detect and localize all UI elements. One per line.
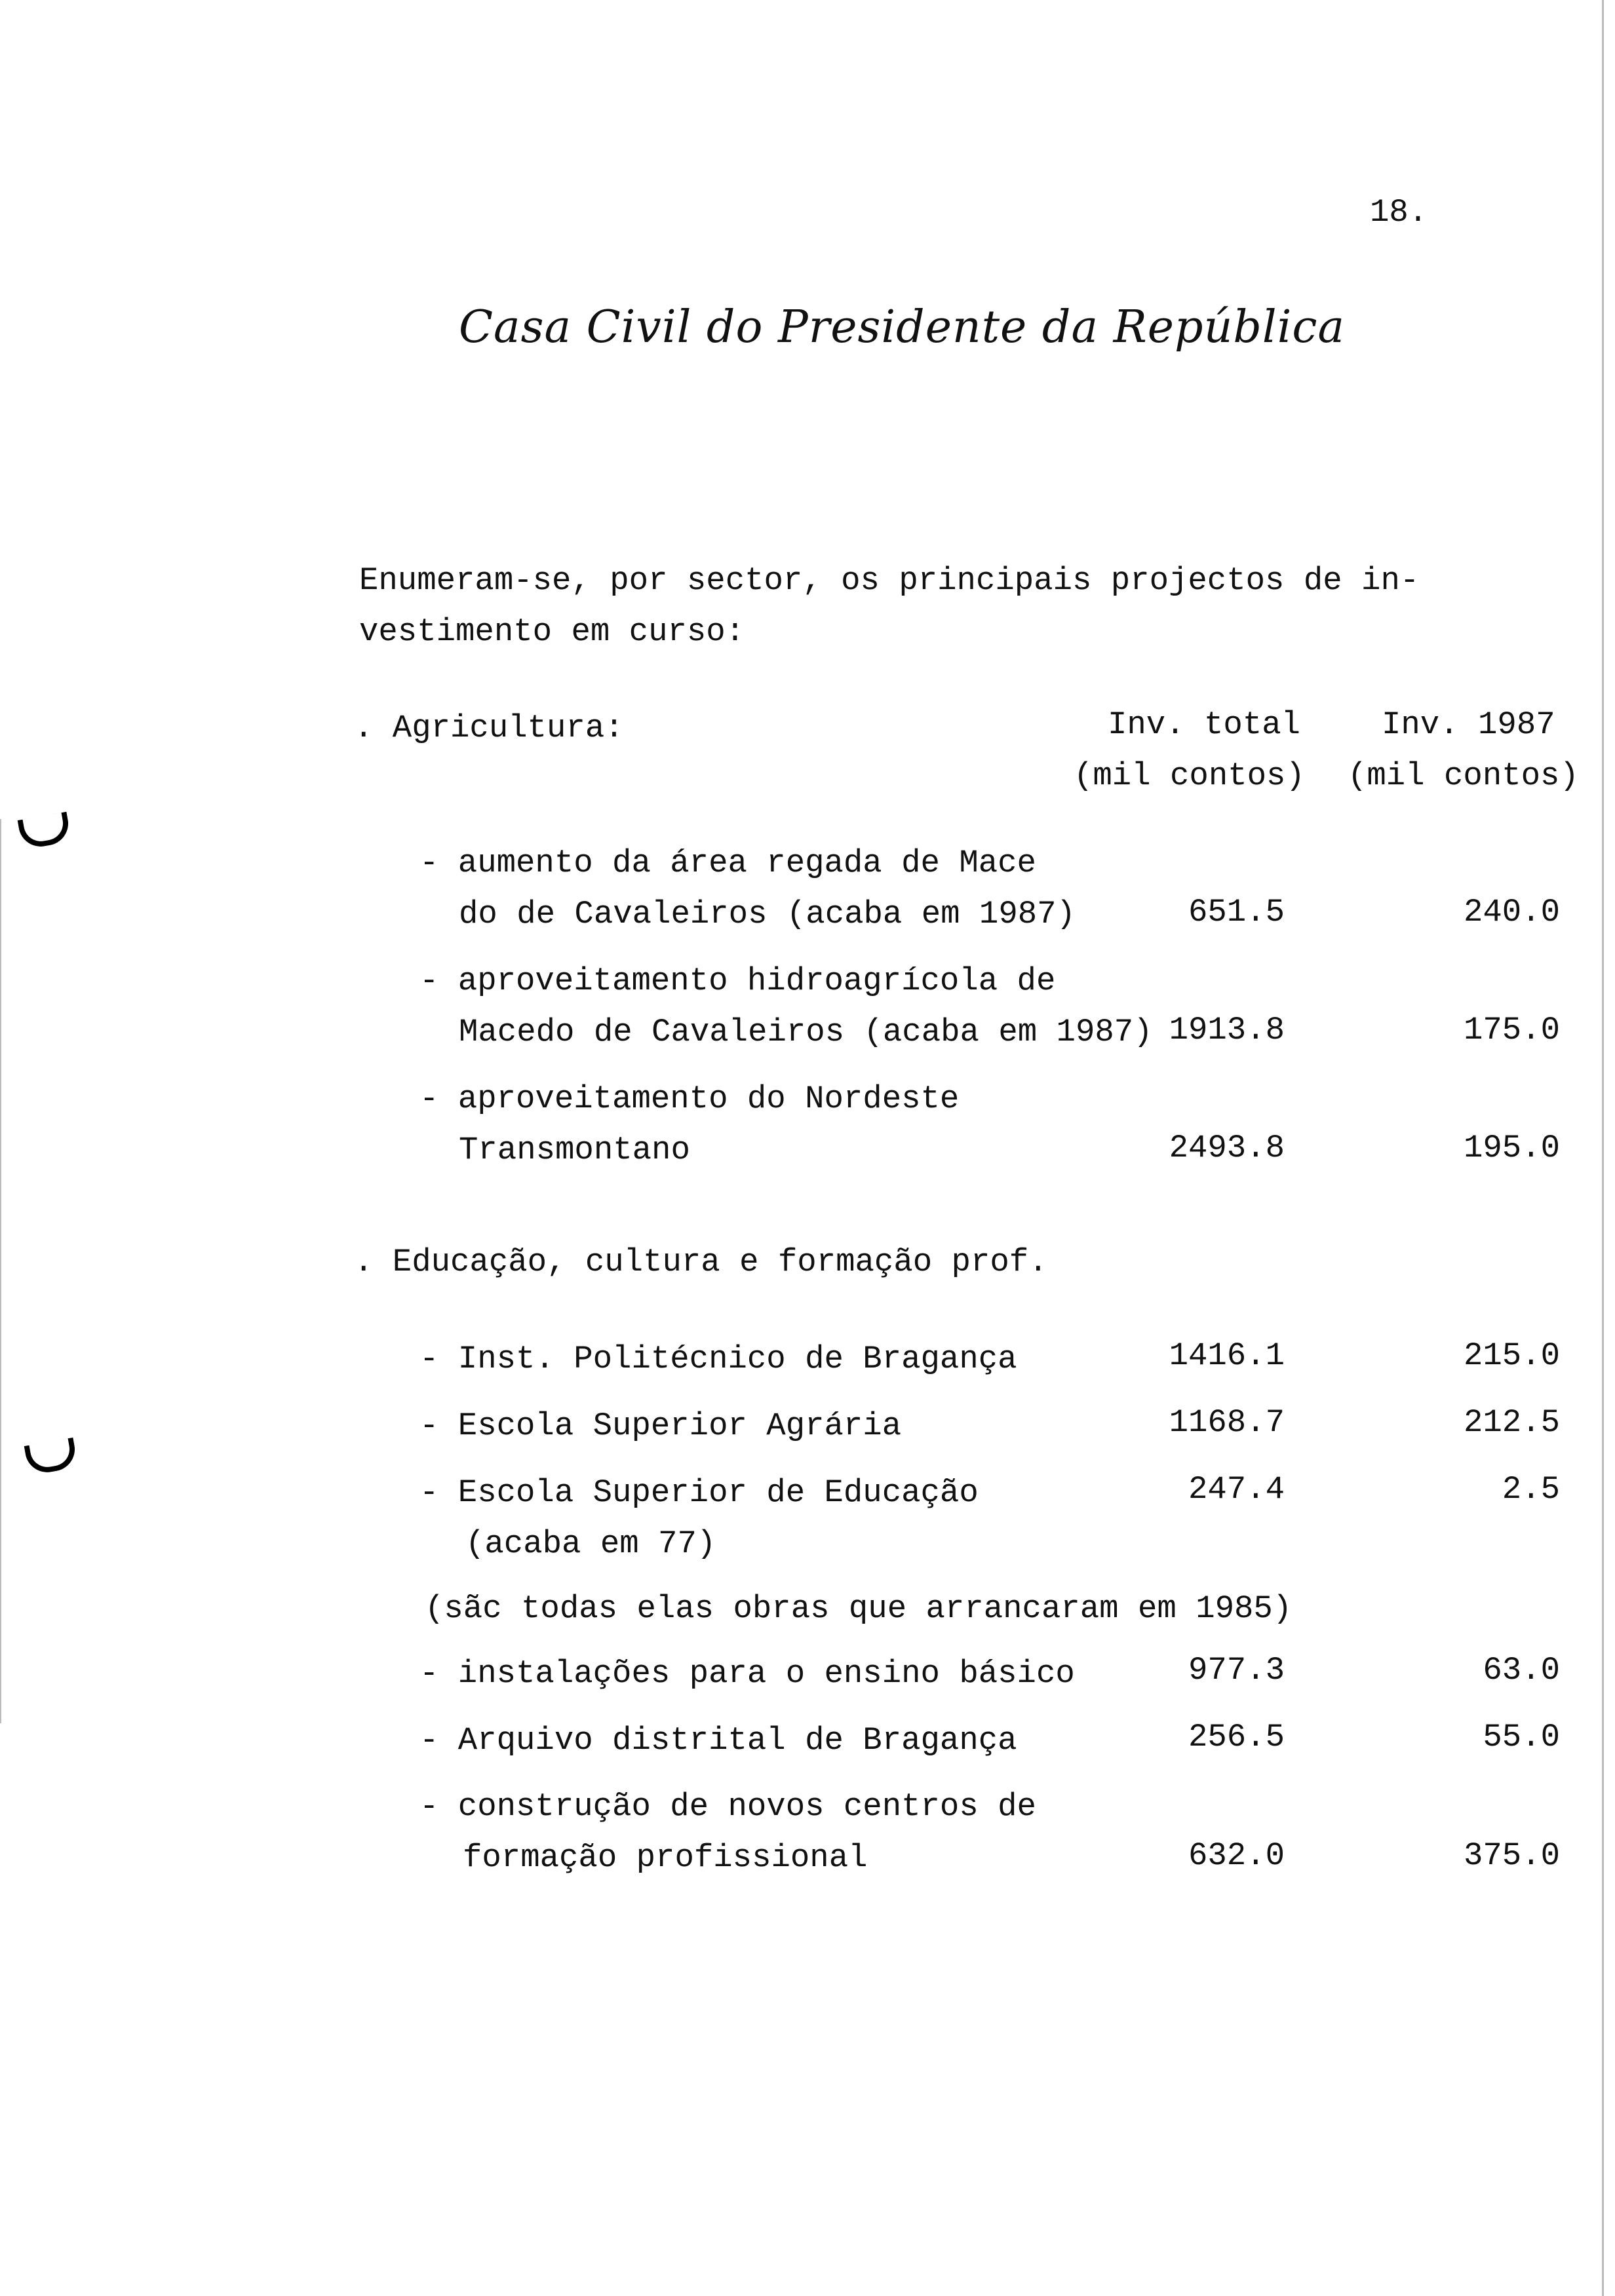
column-head-total: Inv. total (1108, 706, 1301, 743)
item-line: - Escola Superior de Educação (419, 1474, 979, 1511)
intro-line-1: Enumeram-se, por sector, os principais projectos de in- (359, 562, 1420, 599)
value-1987: 212.5 (1463, 1404, 1560, 1441)
item-line: do de Cavaleiros (acaba em 1987) (459, 896, 1076, 932)
value-total: 2493.8 (1169, 1130, 1285, 1166)
column-head-total-unit: (mil contos) (1074, 757, 1305, 794)
value-total: 1416.1 (1169, 1337, 1285, 1374)
section-title-educacao: . Educação, cultura e formação prof. (354, 1244, 1048, 1280)
item-line: - construção de novos centros de (419, 1788, 1036, 1825)
item-line: - Arquivo distrital de Bragança (419, 1722, 1017, 1759)
binder-hole-mark-2 (24, 1438, 79, 1476)
item-line: formação profissional (463, 1839, 868, 1876)
value-total: 247.4 (1188, 1471, 1285, 1508)
value-total: 977.3 (1188, 1652, 1285, 1689)
section-title-agricultura: . Agricultura: (354, 710, 624, 746)
intro-line-2: vestimento em curso: (359, 613, 745, 650)
value-1987: 63.0 (1483, 1652, 1560, 1689)
value-total: 1168.7 (1169, 1404, 1285, 1441)
item-line: - aproveitamento do Nordeste (419, 1081, 960, 1117)
scan-edge-left (0, 819, 1, 1723)
value-1987: 195.0 (1463, 1130, 1560, 1166)
item-line: - Inst. Politécnico de Bragança (419, 1341, 1017, 1377)
value-total: 651.5 (1188, 894, 1285, 930)
value-1987: 55.0 (1483, 1719, 1560, 1755)
scan-edge-right (1602, 0, 1604, 2296)
item-line: - instalações para o ensino básico (419, 1655, 1075, 1692)
column-head-1987: Inv. 1987 (1382, 706, 1555, 743)
item-line: - aumento da área regada de Mace (419, 845, 1036, 881)
item-line: Transmontano (459, 1132, 690, 1168)
binder-hole-mark-1 (18, 812, 72, 850)
item-line: - Escola Superior Agrária (419, 1407, 902, 1444)
value-1987: 215.0 (1463, 1337, 1560, 1374)
letterhead: Casa Civil do Presidente da República (459, 301, 1346, 353)
item-line: (acaba em 77) (465, 1525, 716, 1562)
item-line: - aproveitamento hidroagrícola de (419, 963, 1056, 999)
column-head-1987-unit: (mil contos) (1348, 757, 1579, 794)
value-total: 256.5 (1188, 1719, 1285, 1755)
value-1987: 175.0 (1463, 1012, 1560, 1048)
value-total: 632.0 (1188, 1837, 1285, 1874)
value-1987: 240.0 (1463, 894, 1560, 930)
section-note: (sãc todas elas obras que arrancaram em 1985) (425, 1590, 1293, 1627)
value-total: 1913.8 (1169, 1012, 1285, 1048)
value-1987: 2.5 (1502, 1471, 1560, 1508)
page-number: 18. (1370, 194, 1428, 231)
value-1987: 375.0 (1463, 1837, 1560, 1874)
item-line: Macedo de Cavaleiros (acaba em 1987) (459, 1014, 1153, 1050)
